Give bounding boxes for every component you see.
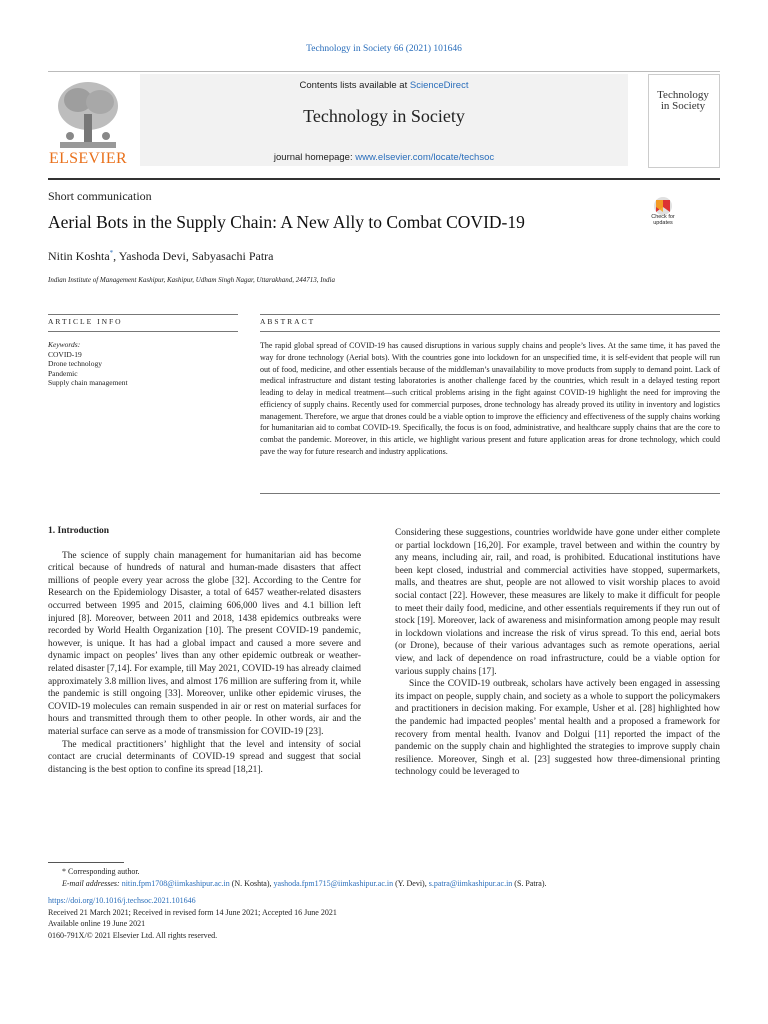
journal-homepage xyxy=(140,152,628,163)
journal-title: Technology in Society xyxy=(303,106,465,126)
abstract-text: The rapid global spread of COVID-19 has caused disruptions in various supply chains and people’s lives. At the same time, it has paved the way for drone technology (Aerial bots). With the countries gone into lockdown for an unspecified time, it is self-evident that people will run out of food, medicine, and other essentials because of the middleman’s unavailability to move products from supply to demand point. Lack of medical infrastructure and distant testing laboratories is another challenge faced by the countries, which result in a delayed testing report leading to delay in medical treatment—such critical problems arising in the fight against COVID-19 highlight the need for improving the efficiency of supply chains. Recently used for commercial purposes, drone technology has already proved its utility in inventory and logistics management. Therefore, we argue that drones could be a viable option to improve the efficiency and effectiveness of the supply chains working for humanitarian aid to combat COVID-19. Specifically, the focus is on food, administrative, and healthcare supply chains that are the core to combat the pandemic. Moreover, in this article, we highlight various present and future application areas for drone technology, which could pave the way for future research and industry applications. xyxy=(260,341,720,456)
keyword: Drone technology xyxy=(48,359,102,368)
paragraph: The science of supply chain management for humanitarian aid has become critical because of hundreds of natural and human-made disasters that affect millions of people every year across the globe [32]. According to the Centre for Research on the Epidemiology Disaster, a total of 6457 weather-related disasters occurred between 1995 and 2015, claiming 606,000 lives and 4.1 billion left injured [8]. Moreover, between 2011 and 2018, 1438 epidemics outbreaks were recorded by World Health Organization [10]. The present COVID-19 pandemic, however, is unique. It has had a global impact and caused a more severe and dynamic impact on peoples’ lives than any other epidemic outbreak or weather-related disaster [7,14]. For example, till May 2021, COVID-19 has already claimed approximately 3.8 million lives, and almost 176 million are suffering from it, while the pandemic is still ongoing [33]. Moreover, unlike other epidemic viruses, the COVID-19 molecules can remain suspended in air or rest on material surfaces for hours and transmitted through them to other people. In other words, air and the material surface can serve as a mode of transmission for COVID-19 [23]. xyxy=(48,550,361,737)
paragraph: Since the COVID-19 outbreak, scholars have actively been engaged in assessing its impact on people, supply chain, and society as a whole to support the policymakers and practitioners in decision making. For example, Usher et al. [28] highlighted how the pandemic had impacted peoples’ mental health and a proposed a framework for recovery from mental health. Ivanov and Dolgui [11] reported the impact of the pandemic on the supply chain and highlighted the strategies to improve supply chain resilience. Moreover, Singh et al. [23] suggested how three-dimensional printing technology could be leveraged to xyxy=(395,679,720,778)
section-heading-introduction: 1. Introduction xyxy=(48,526,110,536)
abstract-rule-2 xyxy=(260,331,720,332)
cover-title-line-2: in Society xyxy=(660,100,706,112)
header-rule xyxy=(48,71,720,72)
article-info-heading: ARTICLE INFO xyxy=(48,317,123,326)
journal-reference[interactable] xyxy=(0,44,768,54)
article-info-rule xyxy=(48,314,238,315)
corresponding-author-note: * Corresponding author. xyxy=(62,867,140,876)
publisher-wordmark: ELSEVIER xyxy=(49,150,127,167)
cover-title xyxy=(650,90,716,112)
keyword: Pandemic xyxy=(48,368,78,378)
paragraph: Considering these suggestions, countries worldwide have gone under either complete or partial lockdown [16,20]. For example, travel between and within the country by any means, including air, rail, and road, is prohibited. Educational institutions have been kept closed, industrial and commercial activities have stopped, supermarkets, malls, and theatres are shut, people are not allowed to visit worship places to avoid social contact [22]. However, these measures are likely to make it difficult for people to meet their daily food, medicine, and other essentials requirements if they run out of stock [19]. Moreover, lack of awareness and misinformation among people may result in lockdown violations and increase the risk of virus spread. To this end, aerial bots (or Drone), because of their various advantages such as remote operations, aerial view, and lack of dependence on road infrastructure, could be a viable option for various supply chains [17]. xyxy=(395,528,720,677)
email-link-1[interactable]: nitin.fpm1708@iimkashipur.ac.in xyxy=(121,878,230,888)
body-column-left xyxy=(48,525,361,776)
doi-link[interactable]: https://doi.org/10.1016/j.techsoc.2021.101646 xyxy=(48,896,196,906)
cover-title-line-1: Technology xyxy=(657,89,709,101)
keywords-label: Keywords: xyxy=(48,340,81,349)
email-link-2[interactable]: yashoda.fpm1715@iimkashipur.ac.in xyxy=(273,878,394,888)
footnotes xyxy=(48,866,728,942)
abstract-rule xyxy=(260,314,720,315)
sciencedirect-link[interactable]: ScienceDirect xyxy=(409,80,469,91)
authors-rest[interactable]: , Yashoda Devi, Sabyasachi Patra xyxy=(113,249,274,263)
email-name-1: (N. Koshta), xyxy=(229,878,274,888)
keyword: COVID-19 xyxy=(48,349,82,359)
article-title: Aerial Bots in the Supply Chain: A New Ally to Combat COVID-19 xyxy=(48,212,525,232)
abstract-heading: ABSTRACT xyxy=(260,317,316,326)
contents-prefix: Contents lists available at xyxy=(299,80,410,91)
journal-reference-link[interactable]: Technology in Society 66 (2021) 101646 xyxy=(306,44,462,54)
paragraph: The medical practitioners’ highlight that the level and intensity of social contact are crucial determinants of COVID-19 spread and suggest that social distancing is the best option to confine its spread [18,21]. xyxy=(48,739,361,775)
homepage-link[interactable]: www.elsevier.com/locate/techsoc xyxy=(355,152,495,163)
received-dates: Received 21 March 2021; Received in revised form 14 June 2021; Accepted 16 June 2021 xyxy=(48,907,337,917)
corresponding-mark[interactable]: * xyxy=(109,249,114,257)
available-online: Available online 19 June 2021 xyxy=(48,919,146,929)
author-1[interactable]: Nitin Koshta xyxy=(48,249,110,263)
masthead-rule xyxy=(48,178,720,180)
abstract-bottom-rule xyxy=(260,493,720,494)
email-label: E-mail addresses: xyxy=(62,878,122,888)
body-column-right xyxy=(395,527,720,779)
email-link-3[interactable]: s.patra@iimkashipur.ac.in xyxy=(428,878,513,888)
check-for-updates-label[interactable]: Check for updates xyxy=(651,214,675,226)
copyright: 0160-791X/© 2021 Elsevier Ltd. All rights reserved. xyxy=(48,930,218,940)
affiliation: Indian Institute of Management Kashipur, Kashipur, Udham Singh Nagar, Uttarakhand, 244713, India xyxy=(48,276,336,284)
footnote-rule xyxy=(48,862,124,863)
email-name-3: (S. Patra). xyxy=(512,878,547,888)
article-info-rule-2 xyxy=(48,331,238,332)
keyword: Supply chain management xyxy=(48,378,128,387)
email-name-2: (Y. Devi), xyxy=(393,878,429,888)
email-addresses xyxy=(48,878,728,890)
keywords-block xyxy=(48,340,128,388)
article-type: Short communication xyxy=(48,189,152,203)
contents-line xyxy=(140,80,628,91)
homepage-prefix: journal homepage: xyxy=(273,152,356,163)
author-list xyxy=(48,249,273,264)
